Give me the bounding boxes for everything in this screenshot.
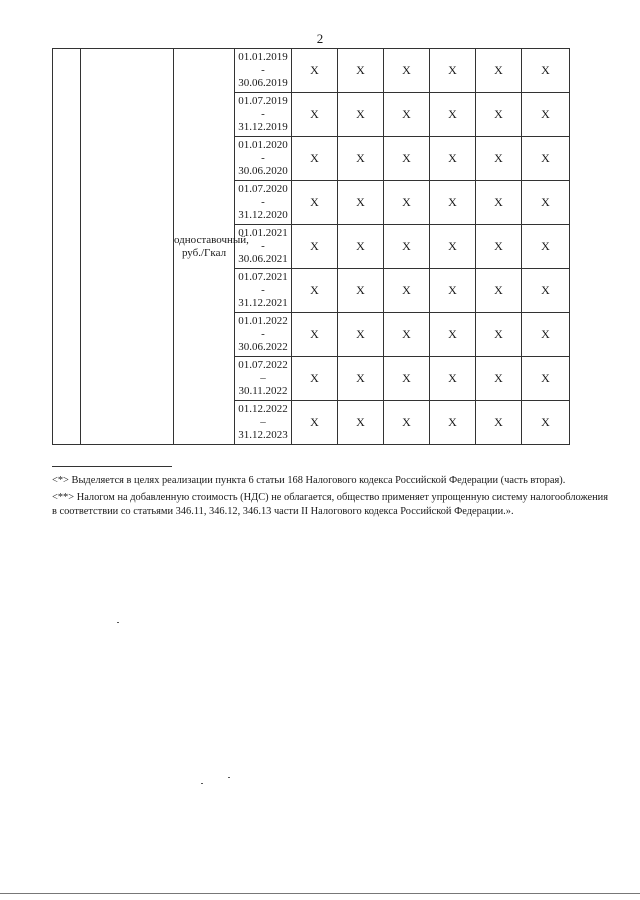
value-cell: X (522, 357, 570, 401)
period-cell (235, 269, 292, 313)
value-cell: X (430, 225, 476, 269)
value-cell: X (384, 401, 430, 445)
period-sep: - (261, 196, 265, 208)
value-cell: X (522, 181, 570, 225)
value-cell: X (430, 269, 476, 313)
value-cell: X (338, 313, 384, 357)
value-cell: X (522, 93, 570, 137)
period-start: 01.01.2022 (238, 315, 288, 327)
period-start: 01.12.2022 (238, 403, 288, 415)
value-cell: X (384, 225, 430, 269)
value-cell: X (338, 401, 384, 445)
value-cell: X (430, 181, 476, 225)
period-sep: - (261, 152, 265, 164)
value-cell: X (476, 225, 522, 269)
value-cell: X (338, 357, 384, 401)
row-number-cell (53, 49, 81, 445)
value-cell: X (338, 137, 384, 181)
period-start: 01.07.2019 (238, 95, 288, 107)
group-name-cell (81, 49, 174, 445)
value-cell: X (292, 357, 338, 401)
value-cell: X (292, 137, 338, 181)
value-cell: X (476, 269, 522, 313)
value-cell: X (430, 49, 476, 93)
period-cell (235, 49, 292, 93)
period-sep: - (261, 108, 265, 120)
value-cell: X (384, 357, 430, 401)
value-cell: X (384, 93, 430, 137)
value-cell: X (292, 269, 338, 313)
value-cell: X (384, 181, 430, 225)
value-cell: X (338, 225, 384, 269)
period-cell (235, 93, 292, 137)
value-cell: X (292, 225, 338, 269)
scan-speck (228, 777, 230, 778)
tariff-table-body (53, 49, 570, 445)
value-cell: X (476, 357, 522, 401)
value-cell: X (476, 181, 522, 225)
period-end: 30.06.2021 (238, 253, 288, 265)
scan-bottom-edge (0, 893, 640, 894)
value-cell: X (430, 93, 476, 137)
value-cell: X (522, 401, 570, 445)
value-cell: X (476, 137, 522, 181)
period-cell (235, 313, 292, 357)
footnote-separator (52, 466, 172, 467)
period-sep: – (260, 372, 266, 384)
value-cell: X (476, 93, 522, 137)
period-start: 01.07.2020 (238, 183, 288, 195)
value-cell: X (338, 181, 384, 225)
period-start: 01.01.2021 (238, 227, 288, 239)
tariff-table (52, 48, 570, 445)
footnote-1: <*> Выделяется в целях реализации пункта 6 статьи 168 Налогового кодекса Российской Федерации (часть вторая). (52, 475, 566, 486)
period-cell (235, 357, 292, 401)
value-cell: X (292, 49, 338, 93)
value-cell: X (476, 313, 522, 357)
value-cell: X (430, 313, 476, 357)
scan-speck (201, 783, 203, 784)
scan-speck (117, 622, 119, 623)
value-cell: X (338, 269, 384, 313)
period-end: 30.11.2022 (238, 385, 288, 397)
period-end: 31.12.2019 (238, 121, 288, 133)
period-end: 31.12.2023 (238, 429, 288, 441)
value-cell: X (338, 93, 384, 137)
period-end: 30.06.2020 (238, 165, 288, 177)
period-cell (235, 137, 292, 181)
period-start: 01.07.2022 (238, 359, 288, 371)
value-cell: X (522, 313, 570, 357)
tariff-unit-cell: одноставочный, руб./Гкал (174, 49, 235, 445)
value-cell: X (522, 269, 570, 313)
value-cell: X (384, 137, 430, 181)
period-sep: - (261, 284, 265, 296)
value-cell: X (384, 313, 430, 357)
period-sep: - (261, 64, 265, 76)
value-cell: X (476, 49, 522, 93)
table-row (53, 49, 570, 93)
value-cell: X (430, 401, 476, 445)
period-end: 30.06.2019 (238, 77, 288, 89)
period-cell (235, 401, 292, 445)
period-cell (235, 181, 292, 225)
value-cell: X (292, 401, 338, 445)
period-start: 01.01.2019 (238, 51, 288, 63)
value-cell: X (522, 225, 570, 269)
value-cell: X (476, 401, 522, 445)
value-cell: X (430, 357, 476, 401)
footnote-2: <**> Налогом на добавленную стоимость (НДС) не облагается, общество применяет упрощенную систему налогообложения в соответствии со статьями 346.11, 346.12, 346.13 части II Налогового кодекса Российской Федерации.». (52, 492, 608, 517)
period-cell (235, 225, 292, 269)
value-cell: X (522, 49, 570, 93)
value-cell: X (292, 181, 338, 225)
period-sep: – (260, 416, 266, 428)
period-end: 31.12.2020 (238, 209, 288, 221)
value-cell: X (522, 137, 570, 181)
period-sep: - (261, 328, 265, 340)
value-cell: X (384, 49, 430, 93)
value-cell: X (292, 93, 338, 137)
value-cell: X (292, 313, 338, 357)
period-end: 30.06.2022 (238, 341, 288, 353)
period-sep: - (261, 240, 265, 252)
period-start: 01.07.2021 (238, 271, 288, 283)
value-cell: X (338, 49, 384, 93)
value-cell: X (430, 137, 476, 181)
footnotes (52, 474, 608, 522)
period-start: 01.01.2020 (238, 139, 288, 151)
period-end: 31.12.2021 (238, 297, 288, 309)
value-cell: X (384, 269, 430, 313)
page-number: 2 (316, 31, 324, 46)
